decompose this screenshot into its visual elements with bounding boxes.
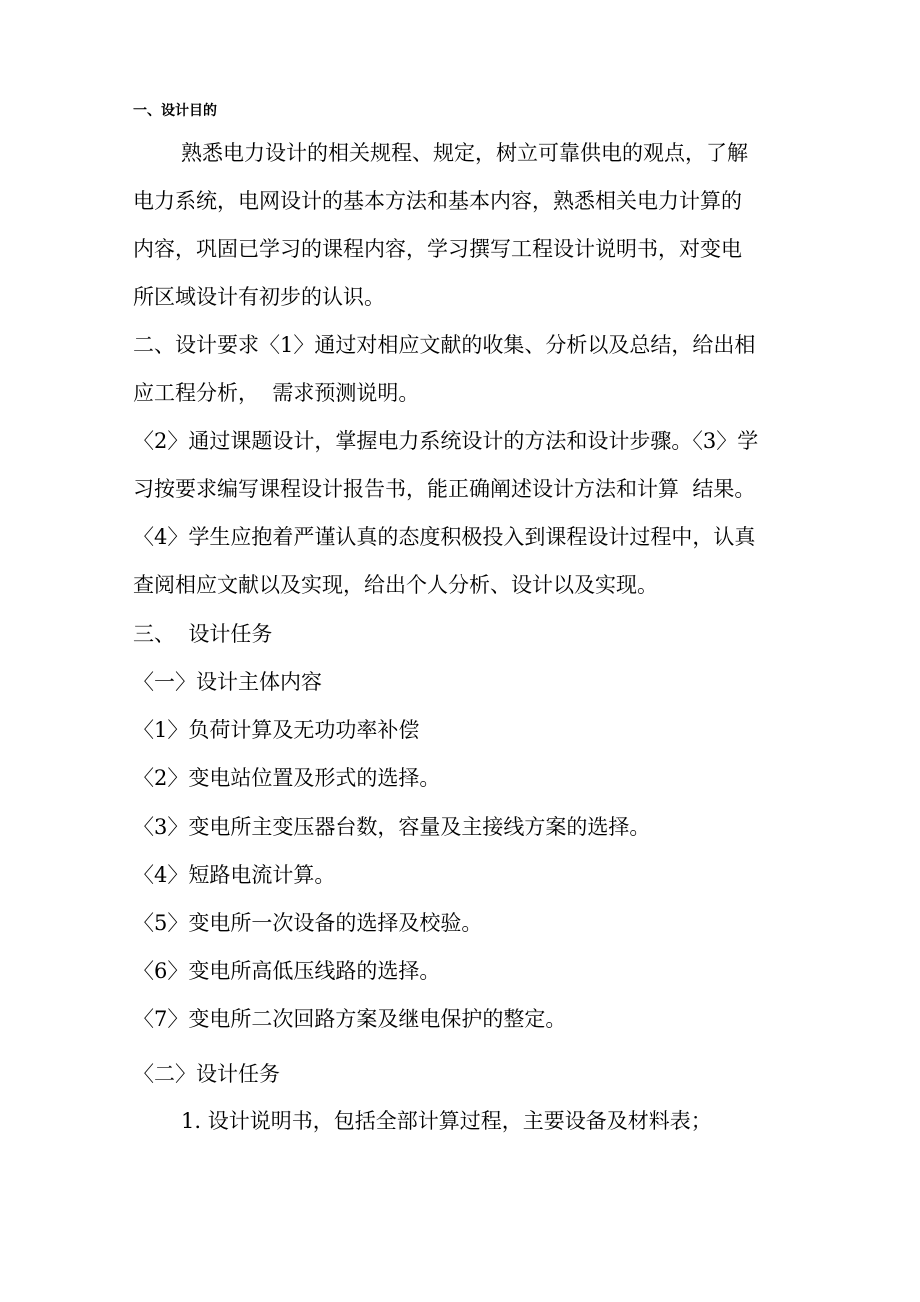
section-heading-tasks: 三、 设计任务 [133, 622, 273, 646]
requirements-line: 〈4〉学生应抱着严谨认真的态度积极投入到课程设计过程中，认真 [133, 525, 756, 549]
requirements-line: 〈2〉通过课题设计，掌握电力系统设计的方法和设计步骤。〈3〉学 [133, 429, 759, 453]
paragraph-line: 电力系统，电网设计的基本方法和基本内容，熟悉相关电力计算的 [133, 189, 742, 213]
list-item: 〈1〉负荷计算及无功功率补偿 [133, 718, 420, 742]
list-item: 〈4〉短路电流计算。 [133, 863, 336, 887]
requirements-line: 查阅相应文献以及实现，给出个人分析、设计以及实现。 [133, 573, 658, 597]
section-heading-purpose: 一、设计目的 [133, 103, 217, 119]
paragraph-line: 熟悉电力设计的相关规程、规定，树立可靠供电的观点，了解 [181, 141, 748, 165]
subsection-heading-task: 〈二〉设计任务 [133, 1062, 280, 1086]
paragraph-line: 内容，巩固已学习的课程内容，学习撰写工程设计说明书，对变电 [133, 237, 742, 261]
list-item: 〈5〉变电所一次设备的选择及校验。 [133, 911, 483, 935]
list-item: 〈2〉变电站位置及形式的选择。 [133, 766, 441, 790]
paragraph-line: 所区域设计有初步的认识。 [133, 285, 385, 309]
list-item: 1. 设计说明书，包括全部计算过程，主要设备及材料表； [181, 1109, 712, 1133]
list-item: 〈7〉变电所二次回路方案及继电保护的整定。 [133, 1007, 567, 1031]
requirements-line: 习按要求编写课程设计报告书，能正确阐述设计方法和计算 结果。 [133, 477, 756, 501]
requirements-line: 应工程分析， 需求预测说明。 [133, 381, 420, 405]
list-item: 〈3〉变电所主变压器台数，容量及主接线方案的选择。 [133, 815, 651, 839]
list-item: 〈6〉变电所高低压线路的选择。 [133, 959, 441, 983]
requirements-line: 二、设计要求〈1〉通过对相应文献的收集、分析以及总结，给出相 [133, 333, 756, 357]
subsection-heading-main-content: 〈一〉设计主体内容 [133, 670, 322, 694]
